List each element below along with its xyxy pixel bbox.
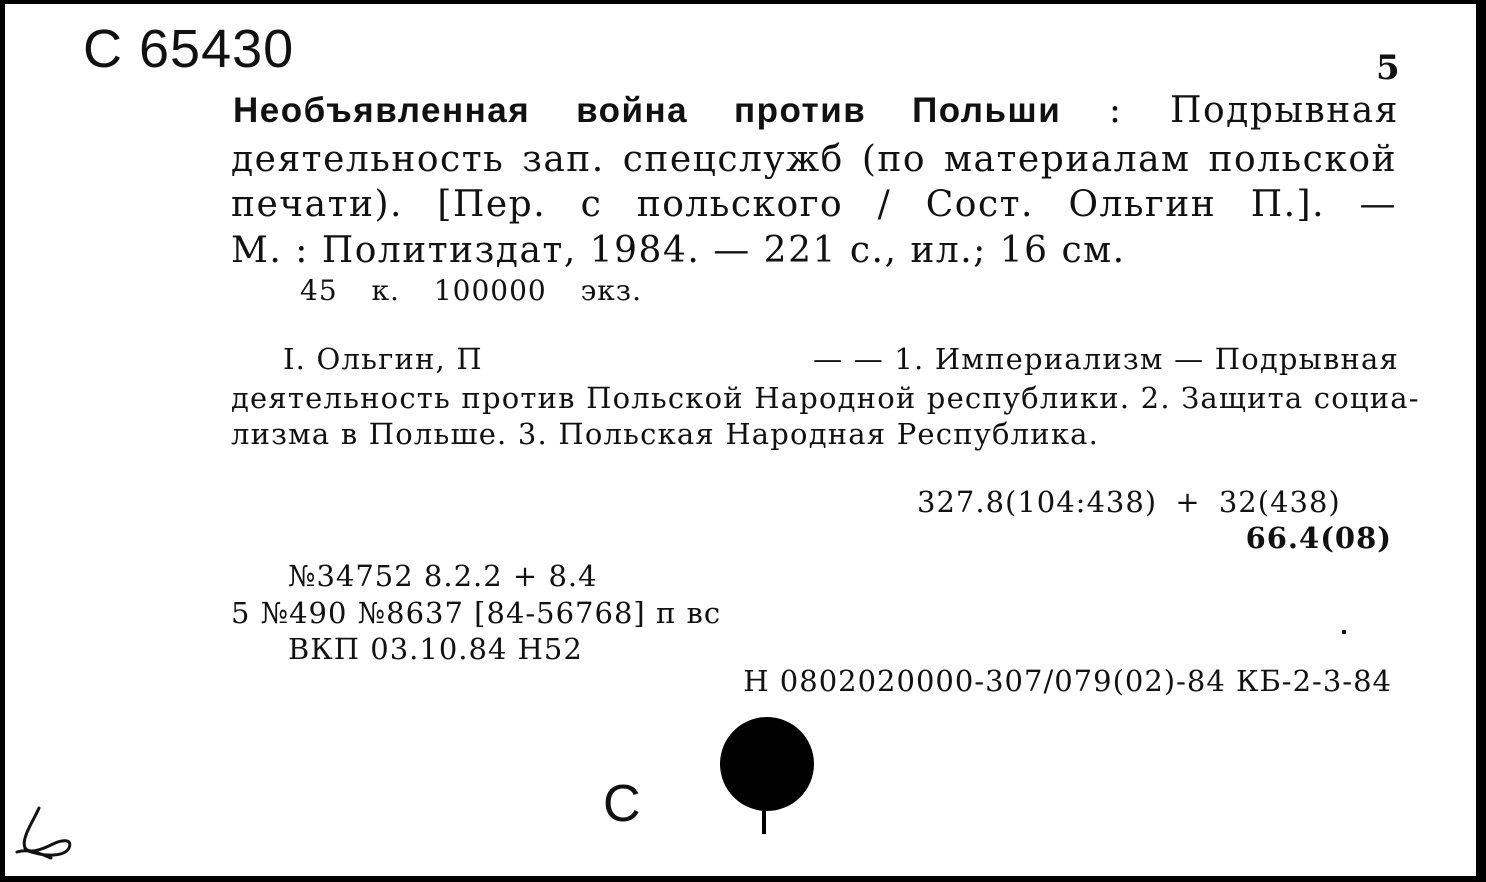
title-rest: : Подрывная <box>1108 90 1399 131</box>
subject-line-2: деятельность против Польской Народной республики. 2. Защита социа- <box>231 381 1420 415</box>
title-line-4: М. : Политиздат, 1984. — 221 с., ил.; 16 см. <box>231 230 1126 271</box>
subject-line-3: лизма в Польше. 3. Польская Народная Республика. <box>231 417 1100 451</box>
title-line-3: печати). [Пер. с польского / Сост. Ольгин П.]. — <box>231 184 1397 225</box>
title-bold: Необъявленная война против Польши <box>233 91 1062 130</box>
punch-hole-tail <box>762 804 766 834</box>
tech-line-2: 5 №490 №8637 [84-56768] п вс <box>231 596 722 630</box>
tech-line-1: №34752 8.2.2 + 8.4 <box>288 559 598 593</box>
price-line: 45 к. 100000 экз. <box>300 274 642 307</box>
punch-hole <box>720 717 814 811</box>
title-line-2: деятельность зап. спецслужб (по материалам польской <box>231 139 1397 180</box>
imprint-code: Н 0802020000-307/079(02)-84 КБ-2-3-84 <box>743 664 1392 698</box>
classification-line-2: 66.4(08) <box>1245 521 1392 555</box>
classification-line-1: 327.8(104:438) + 32(438) <box>917 485 1341 519</box>
catalog-card <box>5 4 1476 876</box>
subject-line-1 <box>283 342 1399 376</box>
copies-mark: 5 <box>1376 48 1400 88</box>
handwritten-mark <box>11 804 81 864</box>
tech-line-3: ВКП 03.10.84 Н52 <box>288 632 583 666</box>
subject-author: I. Ольгин, П <box>283 342 483 376</box>
subject-rest: — — 1. Империализм — Подрывная <box>813 342 1399 376</box>
dot-mark <box>1342 630 1346 634</box>
call-number: С 65430 <box>83 19 295 79</box>
title-line-1 <box>233 90 1399 131</box>
bottom-letter: С <box>603 775 642 833</box>
